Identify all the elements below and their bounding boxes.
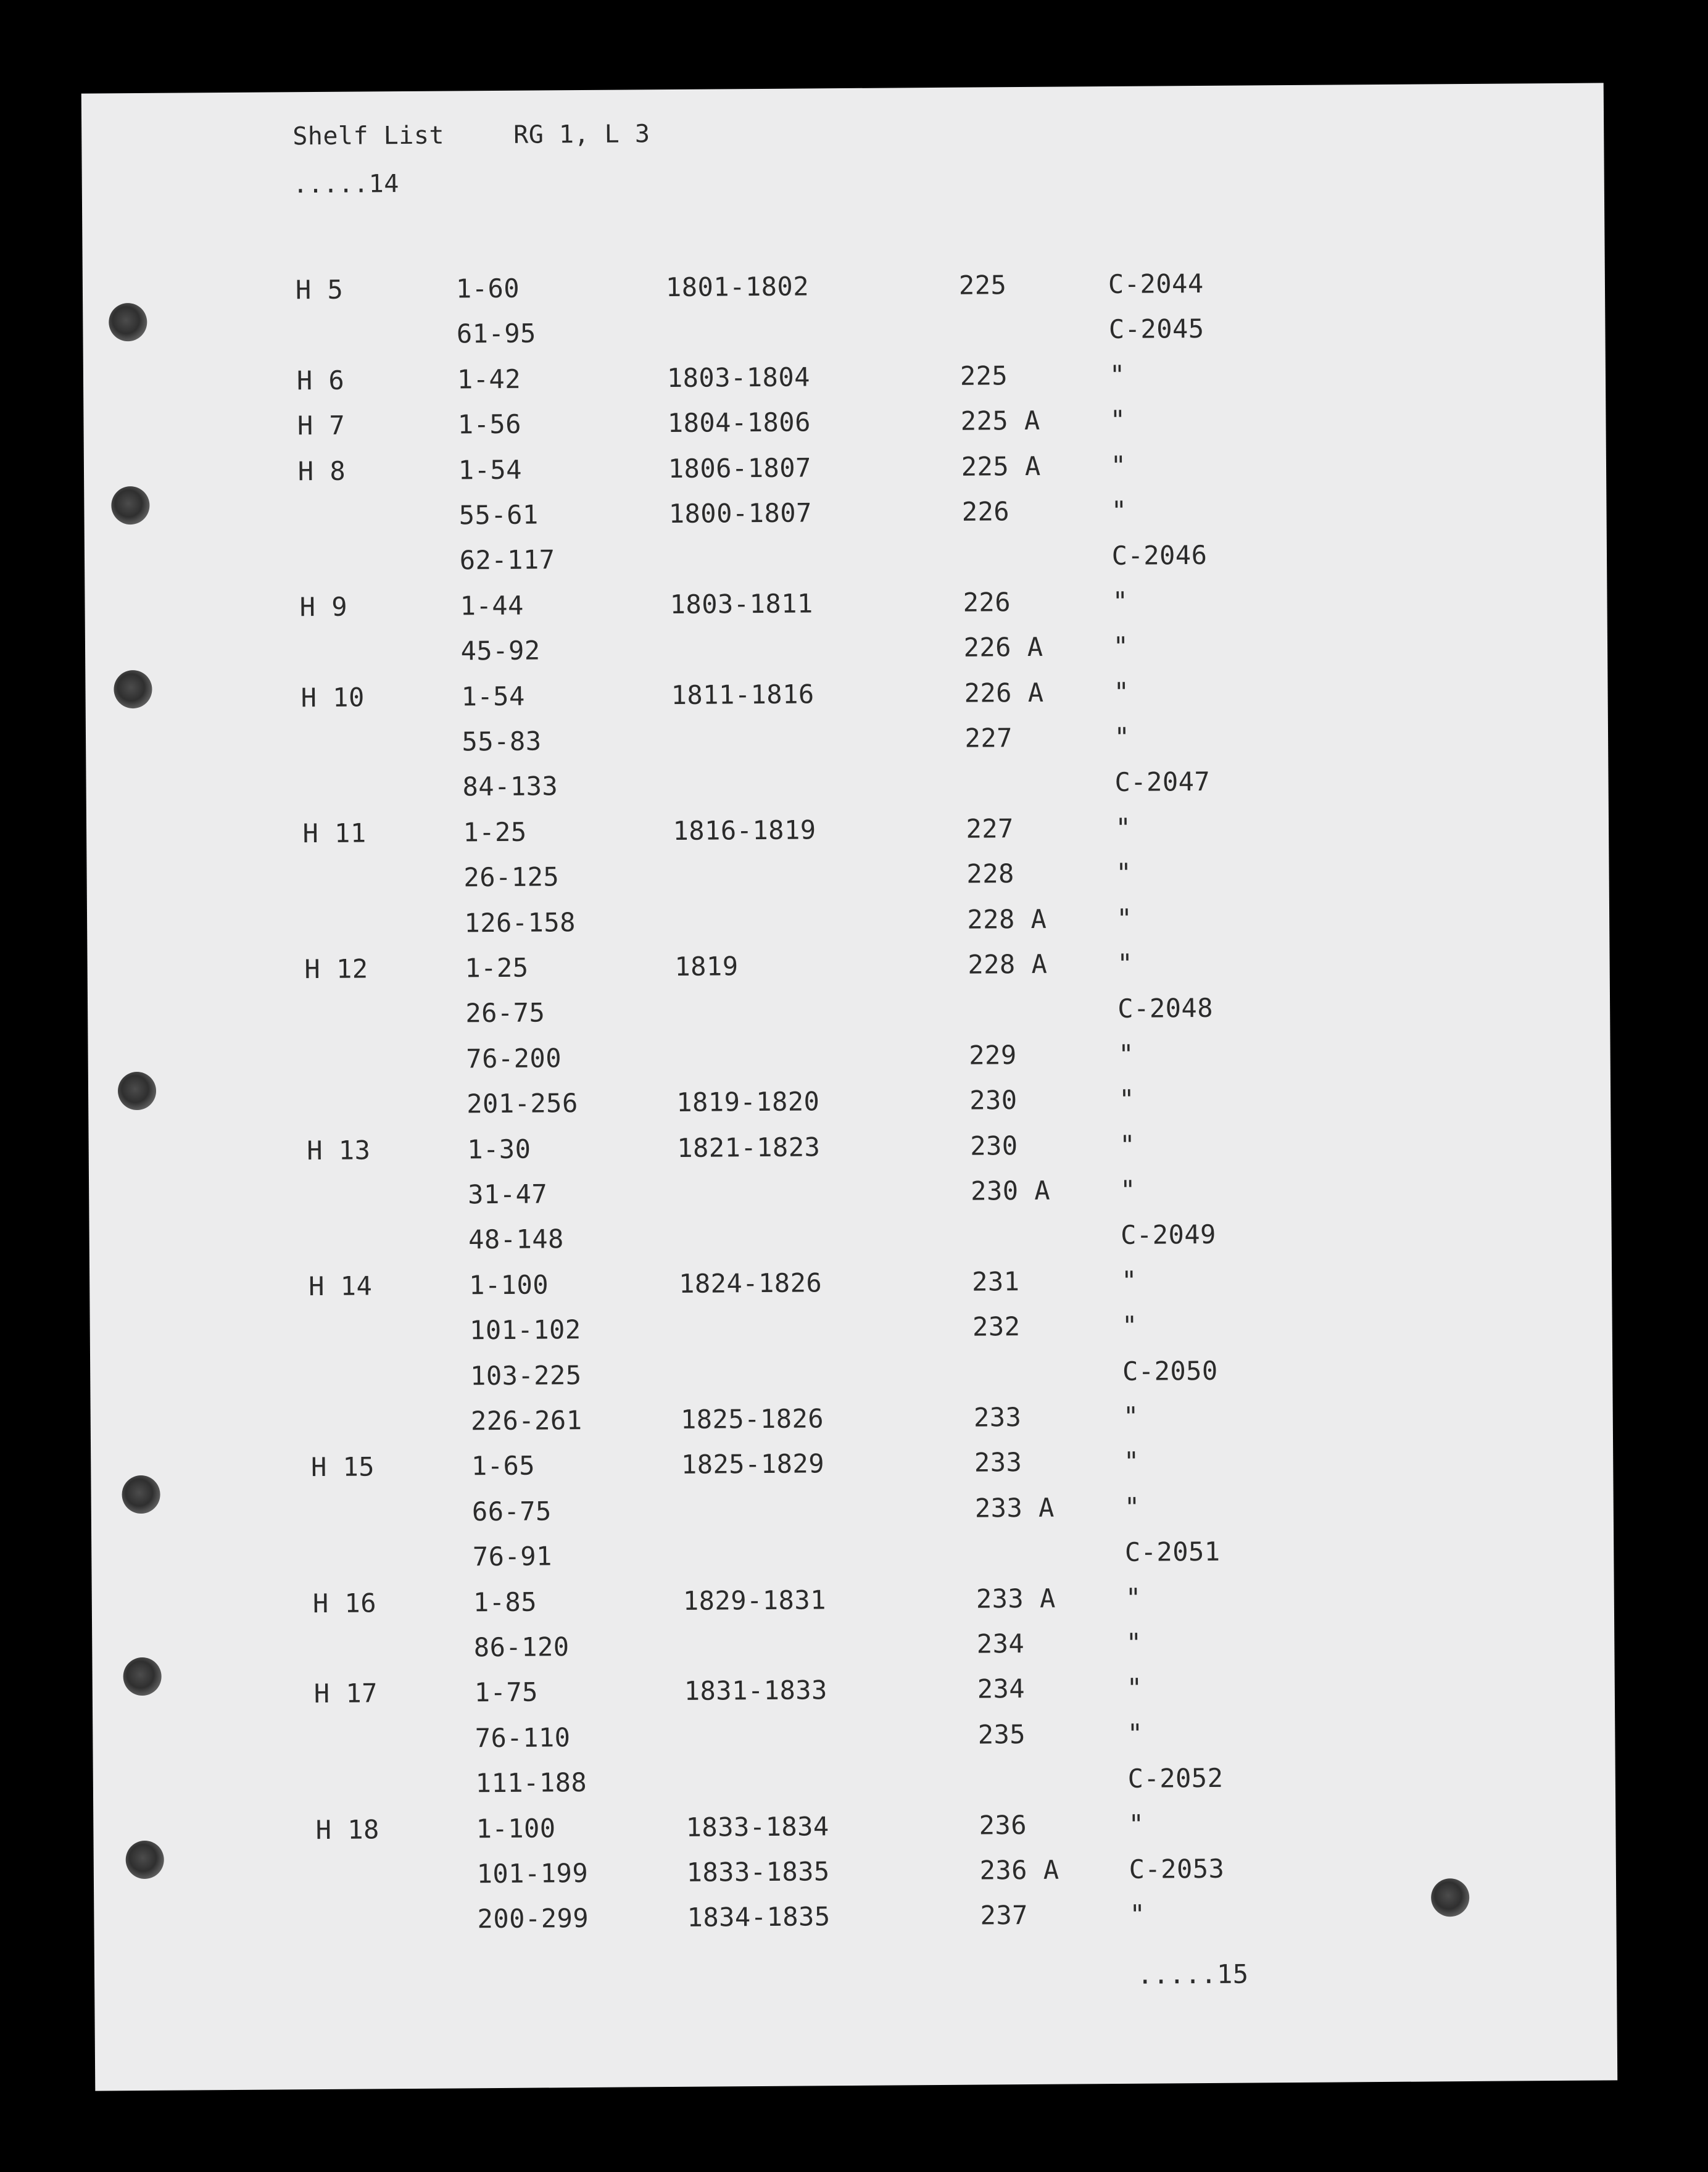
reel-number: C-2049 [1120, 1219, 1217, 1251]
box-number: H 17 [313, 1678, 378, 1709]
box-number: H 13 [307, 1135, 371, 1166]
reel-number: " [1120, 1174, 1137, 1205]
date-range: 1803-1804 [666, 362, 811, 393]
date-range: 1804-1806 [667, 407, 811, 439]
volume-number: 233 A [976, 1583, 1056, 1614]
box-number: H 9 [299, 591, 348, 622]
item-range: 200-299 [477, 1903, 589, 1934]
date-range: 1819-1820 [676, 1086, 820, 1118]
box-number: H 8 [297, 455, 346, 486]
reel-number: C-2051 [1124, 1536, 1221, 1568]
item-range: 31-47 [468, 1179, 548, 1210]
volume-number: 236 A [979, 1854, 1059, 1886]
volume-number: 228 A [968, 948, 1048, 980]
volume-number: 225 A [961, 450, 1041, 482]
reel-number: " [1127, 1718, 1143, 1749]
item-range: 61-95 [456, 318, 537, 349]
box-number: H 7 [297, 410, 346, 441]
reel-number: C-2044 [1108, 268, 1204, 300]
item-range: 1-100 [476, 1812, 556, 1844]
date-range: 1811-1816 [671, 678, 815, 710]
box-number: H 12 [304, 953, 368, 985]
item-range: 201-256 [466, 1088, 578, 1119]
date-range: 1816-1819 [673, 814, 816, 846]
reel-number: " [1112, 586, 1129, 616]
reel-number: " [1121, 1265, 1138, 1296]
box-number: H 15 [310, 1451, 375, 1483]
reel-number: " [1118, 1038, 1135, 1069]
volume-number: 230 [969, 1085, 1018, 1116]
date-range: 1803-1811 [670, 588, 813, 620]
item-range: 55-61 [458, 499, 539, 531]
reel-number: " [1113, 631, 1129, 662]
volume-number: 232 [972, 1311, 1021, 1342]
volume-number: 230 A [971, 1175, 1051, 1206]
item-range: 1-30 [467, 1134, 531, 1164]
item-range: 76-110 [475, 1722, 571, 1754]
date-range: 1806-1807 [668, 452, 812, 484]
punch-hole [109, 303, 147, 341]
punch-hole [126, 1841, 164, 1879]
reel-number: " [1126, 1673, 1143, 1704]
punch-hole [114, 670, 152, 708]
reel-number: " [1128, 1809, 1145, 1839]
reel-number: C-2052 [1127, 1762, 1224, 1794]
reel-number: C-2050 [1122, 1355, 1218, 1387]
box-number: H 6 [296, 365, 345, 396]
item-range: 48-148 [468, 1224, 565, 1255]
item-range: 103-225 [470, 1359, 582, 1391]
date-range: 1824-1826 [678, 1267, 823, 1299]
reel-number: " [1117, 948, 1134, 979]
box-number: H 10 [301, 682, 365, 713]
item-range: 62-117 [459, 544, 555, 576]
date-range: 1833-1834 [686, 1810, 829, 1842]
volume-number: 233 [974, 1447, 1022, 1478]
reel-number: " [1129, 1899, 1146, 1930]
item-range: 1-60 [455, 273, 520, 304]
reel-number: C-2047 [1114, 766, 1211, 798]
punch-hole [118, 1072, 156, 1110]
volume-number: 234 [977, 1673, 1026, 1704]
box-number: H 18 [315, 1813, 380, 1845]
reel-number: C-2046 [1111, 540, 1208, 571]
volume-number: 231 [971, 1266, 1020, 1297]
item-range: 1-25 [463, 816, 527, 848]
reel-number: " [1114, 721, 1130, 752]
box-number: H 11 [302, 818, 367, 848]
date-range: 1825-1829 [681, 1448, 825, 1480]
item-range: 1-42 [457, 363, 521, 395]
reel-number: C-2053 [1129, 1853, 1225, 1884]
volume-number: 234 [976, 1628, 1025, 1659]
volume-number: 226 A [963, 631, 1043, 663]
item-range: 26-75 [465, 997, 545, 1029]
item-range: 86-120 [473, 1631, 570, 1663]
volume-number: 229 [969, 1039, 1017, 1071]
date-range: 1825-1826 [680, 1403, 824, 1435]
date-range: 1800-1807 [668, 497, 813, 529]
item-range: 84-133 [462, 771, 558, 802]
item-range: 1-65 [471, 1450, 536, 1482]
item-range: 66-75 [471, 1496, 552, 1527]
date-range: 1833-1835 [686, 1856, 830, 1888]
reel-number: " [1115, 812, 1132, 843]
volume-number: 225 A [960, 405, 1040, 436]
volume-number: 228 [966, 858, 1014, 889]
volume-number: 226 [961, 496, 1010, 527]
item-range: 111-188 [475, 1767, 587, 1799]
document-page [81, 83, 1618, 2091]
volume-number: 230 [970, 1130, 1018, 1161]
reel-number: " [1119, 1084, 1135, 1115]
reel-number: " [1124, 1491, 1140, 1522]
punch-hole [122, 1475, 160, 1514]
volume-number: 233 A [974, 1492, 1055, 1523]
reel-number: " [1116, 857, 1132, 889]
item-range: 126-158 [464, 906, 576, 938]
box-number: H 16 [312, 1587, 377, 1619]
box-number: H 14 [308, 1270, 373, 1301]
volume-number: 235 [977, 1718, 1026, 1750]
reel-number: " [1111, 495, 1127, 526]
item-range: 101-199 [476, 1857, 589, 1889]
date-range: 1821-1823 [677, 1131, 821, 1163]
item-range: 226-261 [470, 1405, 582, 1436]
volume-number: 233 [973, 1402, 1022, 1433]
item-range: 1-85 [473, 1586, 537, 1617]
date-range: 1801-1802 [665, 271, 810, 303]
punch-hole [111, 486, 149, 524]
item-range: 1-44 [460, 590, 524, 621]
volume-number: 228 A [967, 903, 1047, 935]
record-group-ref: RG 1, L 3 [513, 120, 650, 149]
reel-number: " [1123, 1446, 1140, 1477]
reel-number: " [1122, 1401, 1139, 1432]
date-range: 1831-1833 [684, 1675, 828, 1707]
reel-number: " [1113, 676, 1130, 707]
volume-number: 236 [979, 1809, 1027, 1841]
date-range: 1819 [674, 951, 739, 982]
reel-number: C-2048 [1117, 993, 1214, 1024]
item-range: 55-83 [462, 726, 542, 757]
item-range: 1-100 [468, 1269, 549, 1301]
reel-number: " [1109, 359, 1126, 390]
reel-number: " [1126, 1627, 1142, 1658]
date-range: 1829-1831 [682, 1584, 827, 1616]
reel-number: " [1110, 450, 1127, 481]
item-range: 76-91 [472, 1541, 553, 1572]
punch-hole [123, 1657, 161, 1696]
item-range: 1-54 [461, 681, 525, 711]
reel-number: " [1109, 405, 1126, 436]
volume-number: 227 [964, 723, 1013, 753]
reel-number: " [1121, 1310, 1138, 1341]
shelf-list-title: Shelf List [292, 121, 445, 151]
item-range: 101-102 [469, 1314, 581, 1346]
item-range: 26-125 [463, 861, 560, 893]
volume-number: 237 [980, 1900, 1029, 1931]
volume-number: 225 [958, 270, 1007, 301]
volume-number: 226 [963, 586, 1011, 618]
volume-number: 226 A [964, 677, 1044, 708]
item-range: 45-92 [460, 635, 541, 666]
box-number: H 5 [295, 274, 344, 305]
item-range: 76-200 [466, 1043, 562, 1074]
continued-to: .....15 [1137, 1959, 1249, 1990]
reel-number: " [1116, 903, 1133, 934]
item-range: 1-54 [458, 454, 523, 485]
item-range: 1-56 [457, 408, 522, 440]
item-range: 1-25 [465, 952, 529, 984]
item-range: 1-75 [474, 1677, 539, 1708]
reel-number: " [1125, 1582, 1142, 1613]
volume-number: 225 [960, 360, 1008, 391]
punch-hole [1431, 1878, 1469, 1917]
reel-number: C-2045 [1108, 313, 1204, 345]
reel-number: " [1119, 1129, 1136, 1160]
date-range: 1834-1835 [687, 1901, 831, 1933]
continued-from: .....14 [292, 170, 400, 199]
volume-number: 227 [966, 813, 1014, 844]
